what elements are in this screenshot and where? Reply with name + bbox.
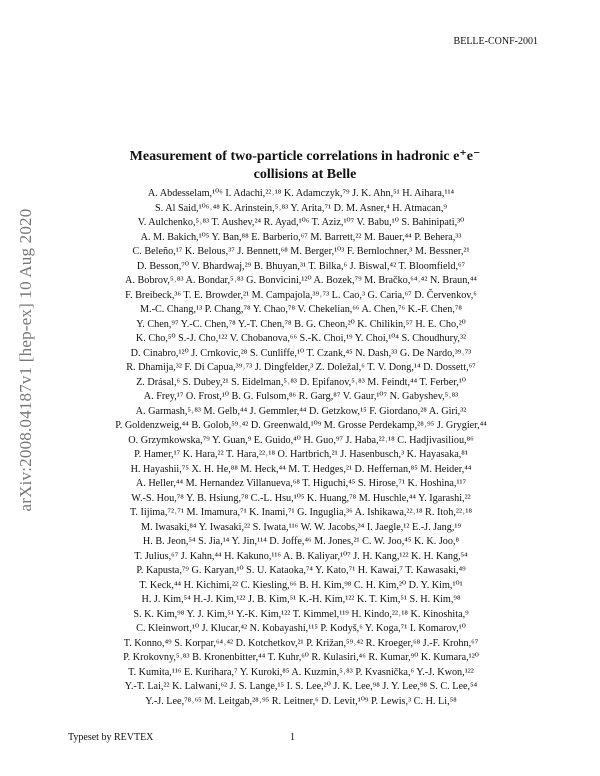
author-line: A. Bobrov,⁵˒⁸³ A. Bondar,⁵˒⁸³ G. Bonvicini,¹²⁰ A. Bozek,⁷⁹ M. Bračko,⁶⁴˒⁴² N. Braun,⁴⁴ [125,275,477,286]
author-line: P. Goldenzweig,⁴⁴ B. Golob,⁵⁹˒⁴² D. Greenwald,¹⁰⁹ M. Grosse Perdekamp,²⁸˒⁹⁵ J. Grygier,⁴⁴ [115,420,487,431]
title-line-1: Measurement of two-particle correlations in hadronic e⁺e⁻ [129,149,481,164]
author-line: S. K. Kim,⁹⁸ Y. J. Kim,⁵¹ Y.-K. Kim,¹²² T. Kimmel,¹¹⁹ H. Kindo,²²˒¹⁸ K. Kinoshita,⁹ [133,608,469,620]
author-line: D. Cinabro,¹²⁰ J. Crnkovic,²⁸ S. Cunliffe,¹⁰ T. Czank,⁴⁵ N. Dash,³³ G. De Nardo,³⁹˒⁷³ [130,347,472,359]
report-id: BELLE-CONF-2001 [453,36,538,47]
author-line: W.-S. Hou,⁷⁸ Y. B. Hsiung,⁷⁸ C.-L. Hsu,¹⁰⁵ K. Huang,⁷⁸ M. Huschle,⁴⁴ Y. Igarashi,²² [131,492,471,504]
author-line: Y. Chen,⁹⁷ Y.-C. Chen,⁷⁸ Y.-T. Chen,⁷⁸ B. G. Cheon,²⁰ K. Chilikin,⁵⁷ H. E. Cho,²⁰ [136,318,466,330]
author-line: T. Kumita,¹¹⁶ E. Kurihara,⁷ Y. Kuroki,⁸⁵ A. Kuzmin,⁵˒⁸³ P. Kvasnička,⁶ Y.-J. Kwon,¹²² [128,666,474,678]
author-line: T. Julius,⁶⁷ J. Kahn,⁴⁴ H. Kakuno,¹¹⁶ A. B. Kaliyar,¹⁰⁷ J. H. Kang,¹²² K. H. Kang,⁵⁴ [134,550,468,562]
author-line: Y.-J. Lee,⁷⁸˒⁶⁵ M. Leitgab,²⁸˒⁹⁵ R. Leitner,⁶ D. Levit,¹⁰⁹ P. Lewis,³ C. H. Li,⁵⁸ [145,695,457,707]
author-line: P. Krokovny,⁵˒⁸³ B. Kronenbitter,⁴⁴ T. Kuhr,⁶⁰ R. Kulasiri,⁴⁶ R. Kumar,⁹⁰ K. Kumara,¹²⁰ [123,652,479,663]
author-line: A. Heller,⁴⁴ M. Hernandez Villanueva,⁶⁸ T. Higuchi,⁴⁵ S. Hirose,⁷¹ K. Hoshina,¹¹⁷ [135,478,467,489]
author-line: T. Iijima,⁷²˒⁷¹ M. Imamura,⁷¹ K. Inami,⁷¹ G. Inguglia,³⁶ A. Ishikawa,²²˒¹⁸ R. Itoh,²²˒¹⁸ [129,507,473,518]
typeset-note: Typeset by REVTEX [68,732,154,743]
author-line: T. Keck,⁴⁴ H. Kichimi,²² C. Kiesling,⁶⁶ B. H. Kim,⁹⁸ C. H. Kim,²⁰ D. Y. Kim,¹⁰¹ [139,579,463,591]
author-line: M. Iwasaki,⁸⁴ Y. Iwasaki,²² S. Iwata,¹¹⁶ W. W. Jacobs,³⁴ I. Jaegle,¹² E.-J. Jang,¹⁹ [140,521,462,533]
author-list [62,187,540,709]
author-line: F. Breibeck,³⁶ T. E. Browder,²¹ M. Campajola,³⁹˒⁷³ L. Cao,³ G. Caria,⁶⁷ D. Červenkov,⁶ [125,289,477,301]
author-line: M.-C. Chang,¹³ P. Chang,⁷⁸ Y. Chao,⁷⁸ V. Chekelian,⁶⁶ A. Chen,⁷⁶ K.-F. Chen,⁷⁸ [139,304,462,315]
author-line: P. Kapusta,⁷⁹ G. Karyan,¹⁰ S. U. Kataoka,⁷⁴ Y. Kato,⁷¹ H. Kawai,⁷ T. Kawasaki,⁴⁹ [136,565,466,576]
arxiv-sidebar [8,130,44,590]
author-line: K. Cho,⁵⁰ S.-J. Cho,¹²² V. Chobanova,⁶⁶ S.-K. Choi,¹⁹ Y. Choi,¹⁰⁴ S. Choudhury,³² [135,333,467,344]
author-line: C. Kleinwort,¹⁰ J. Klucar,⁴² N. Kobayashi,¹¹⁵ P. Kodyš,⁶ Y. Koga,⁷¹ I. Komarov,¹⁰ [136,623,466,634]
author-line: A. Abdesselam,¹⁰⁶ I. Adachi,²²˒¹⁸ K. Adamczyk,⁷⁹ J. K. Ahn,⁵¹ H. Aihara,¹¹⁴ [147,188,455,199]
author-line: A. M. Bakich,¹⁰⁵ Y. Ban,⁸⁸ E. Barberio,⁶⁷ M. Barrett,²² M. Bauer,⁴⁴ P. Behera,³³ [140,231,462,243]
arxiv-identifier: arXiv:2008.04187v1 [hep-ex] 10 Aug 2020 [16,208,35,512]
author-line: A. Garmash,⁵˒⁸³ M. Gelb,⁴⁴ J. Gemmler,⁴⁴ D. Getzkow,¹⁵ F. Giordano,²⁸ A. Giri,³² [135,405,467,417]
author-line: H. Hayashii,⁷⁵ X. H. He,⁸⁸ M. Heck,⁴⁴ M. T. Hedges,²¹ D. Heffernan,⁸⁵ M. Heider,⁴⁴ [130,463,472,475]
author-line: T. Konno,⁴⁹ S. Korpar,⁶⁴˒⁴² D. Kotchetkov,²¹ P. Križan,⁵⁹˒⁴² R. Kroeger,⁶⁸ J.-F. Krohn,⁶⁷ [123,637,479,649]
author-line: S. Al Said,¹⁰⁶˒⁴⁸ K. Arinstein,⁵˒⁸³ Y. Arita,⁷¹ D. M. Asner,⁴ H. Atmacan,⁹ [155,202,447,214]
author-line: H. J. Kim,⁵⁴ H.-J. Kim,¹²² J. B. Kim,⁵¹ K.-H. Kim,¹²² K. T. Kim,⁵¹ S. H. Kim,⁹⁸ [141,594,461,605]
author-line: H. B. Jeon,⁵⁴ S. Jia,¹⁴ Y. Jin,¹¹⁴ D. Joffe,⁴⁶ M. Jones,²¹ C. W. Joo,⁴⁵ K. K. Joo,⁸ [142,536,460,547]
author-line: Y.-T. Lai,²² K. Lalwani,⁶² J. S. Lange,¹⁵ I. S. Lee,²⁰ J. K. Lee,⁹⁸ J. Y. Lee,⁹⁸ S. C. Lee,⁵⁴ [124,681,478,692]
author-line: Z. Drásal,⁶ S. Dubey,²¹ S. Eidelman,⁵˒⁸³ D. Epifanov,⁵˒⁸³ M. Feindt,⁴⁴ T. Ferber,¹⁰ [136,376,466,388]
author-line: V. Aulchenko,⁵˒⁸³ T. Aushev,²⁴ R. Ayad,¹⁰⁶ T. Aziz,¹⁰⁷ V. Babu,¹⁰ S. Bahinipati,³⁰ [137,217,465,228]
author-line: D. Besson,⁷⁰ V. Bhardwaj,²⁹ B. Bhuyan,³¹ T. Bilka,⁶ J. Biswal,⁴² T. Bloomfield,⁶⁷ [136,260,466,272]
author-line: A. Frey,¹⁷ O. Frost,¹⁰ B. G. Fulsom,⁸⁶ R. Garg,⁸⁷ V. Gaur,¹⁰⁷ N. Gabyshev,⁵˒⁸³ [143,391,459,402]
author-line: C. Beleño,¹⁷ K. Belous,³⁷ J. Bennett,⁶⁸ M. Berger,¹⁰³ F. Bernlochner,³ M. Bessner,²¹ [132,246,470,257]
author-line: O. Grzymkowska,⁷⁹ Y. Guan,⁹ E. Guido,⁴⁰ H. Guo,⁹⁷ J. Haba,²²˒¹⁸ C. Hadjivasiliou,⁸⁶ [128,434,474,446]
page-number: 1 [290,732,295,743]
title-line-2: collisions at Belle [253,167,357,182]
author-line: R. Dhamija,³² F. Di Capua,³⁹˒⁷³ J. Dingfelder,³ Z. Doležal,⁶ T. V. Dong,¹⁴ D. Dossett,⁶⁷ [126,362,476,373]
author-line: P. Hamer,¹⁷ K. Hara,²² T. Hara,²²˒¹⁸ O. Hartbrich,²¹ J. Hasenbusch,³ K. Hayasaka,⁸¹ [134,449,468,460]
paper-title [70,148,540,184]
